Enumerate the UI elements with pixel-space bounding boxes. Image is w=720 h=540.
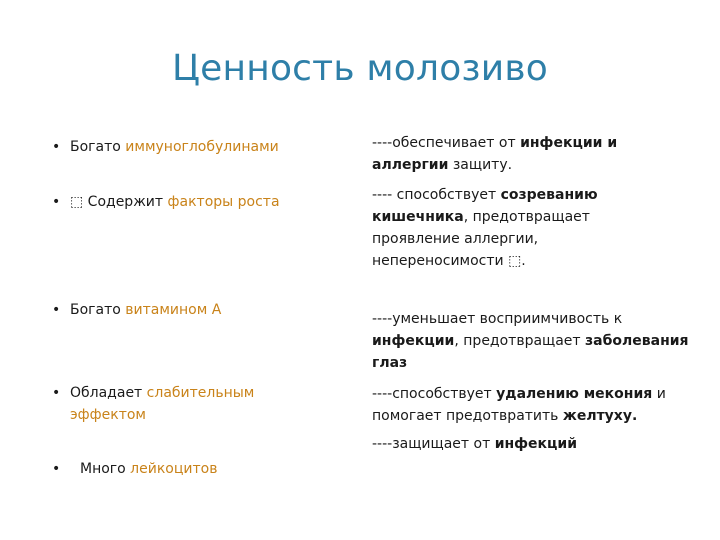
right-text: ----защищает от — [372, 436, 491, 452]
item-prefix: Много — [80, 461, 126, 477]
left-item-2 — [52, 191, 342, 213]
right-item-4 — [372, 383, 690, 427]
bullet-marker: • — [52, 461, 61, 477]
item-highlight: иммуноглобулинами — [125, 139, 279, 155]
item-prefix: ⬚ Содержит — [70, 194, 164, 210]
right-text: , предотвращает — [454, 333, 581, 349]
item-prefix: Богато — [70, 302, 121, 318]
right-bold: инфекции — [372, 333, 455, 349]
item-highlight: лейкоцитов — [130, 461, 218, 477]
slide-title: Ценность молозиво — [171, 48, 549, 89]
item-highlight: факторы роста — [167, 194, 280, 210]
item-highlight: витамином А — [125, 302, 222, 318]
item-highlight: слабительным эффектом — [70, 385, 255, 423]
right-text: ----обеспечивает от — [372, 135, 516, 151]
left-item-4 — [52, 382, 302, 426]
left-item-5 — [52, 458, 342, 480]
right-item-5 — [372, 433, 690, 455]
right-item-3 — [372, 308, 690, 374]
item-prefix: Обладает — [70, 385, 143, 401]
left-item-1 — [52, 136, 342, 158]
right-text: ----способствует — [372, 386, 492, 402]
bullet-marker: • — [52, 194, 61, 210]
right-text: и помогает предотвратить — [372, 386, 666, 424]
right-item-1 — [372, 132, 662, 176]
right-text: , предотвращает проявление аллергии, непереносимости ⬚. — [372, 209, 590, 269]
right-text: ----уменьшает восприимчивость к — [372, 311, 623, 327]
bullet-marker: • — [52, 385, 61, 401]
right-bold: желтуху. — [562, 408, 638, 424]
right-bold: инфекции и аллергии — [372, 135, 618, 173]
left-item-3 — [52, 299, 342, 321]
right-text: защиту. — [452, 157, 513, 173]
right-item-2 — [372, 184, 662, 272]
bullet-marker: • — [52, 139, 61, 155]
bullet-marker: • — [52, 302, 61, 318]
item-prefix: Богато — [70, 139, 121, 155]
right-bold: созреванию кишечника — [372, 187, 598, 225]
right-bold: инфекций — [494, 436, 578, 452]
right-text: ---- способствует — [372, 187, 497, 203]
right-bold: заболевания глаз — [372, 333, 689, 371]
right-bold: удалению мекония — [496, 386, 653, 402]
